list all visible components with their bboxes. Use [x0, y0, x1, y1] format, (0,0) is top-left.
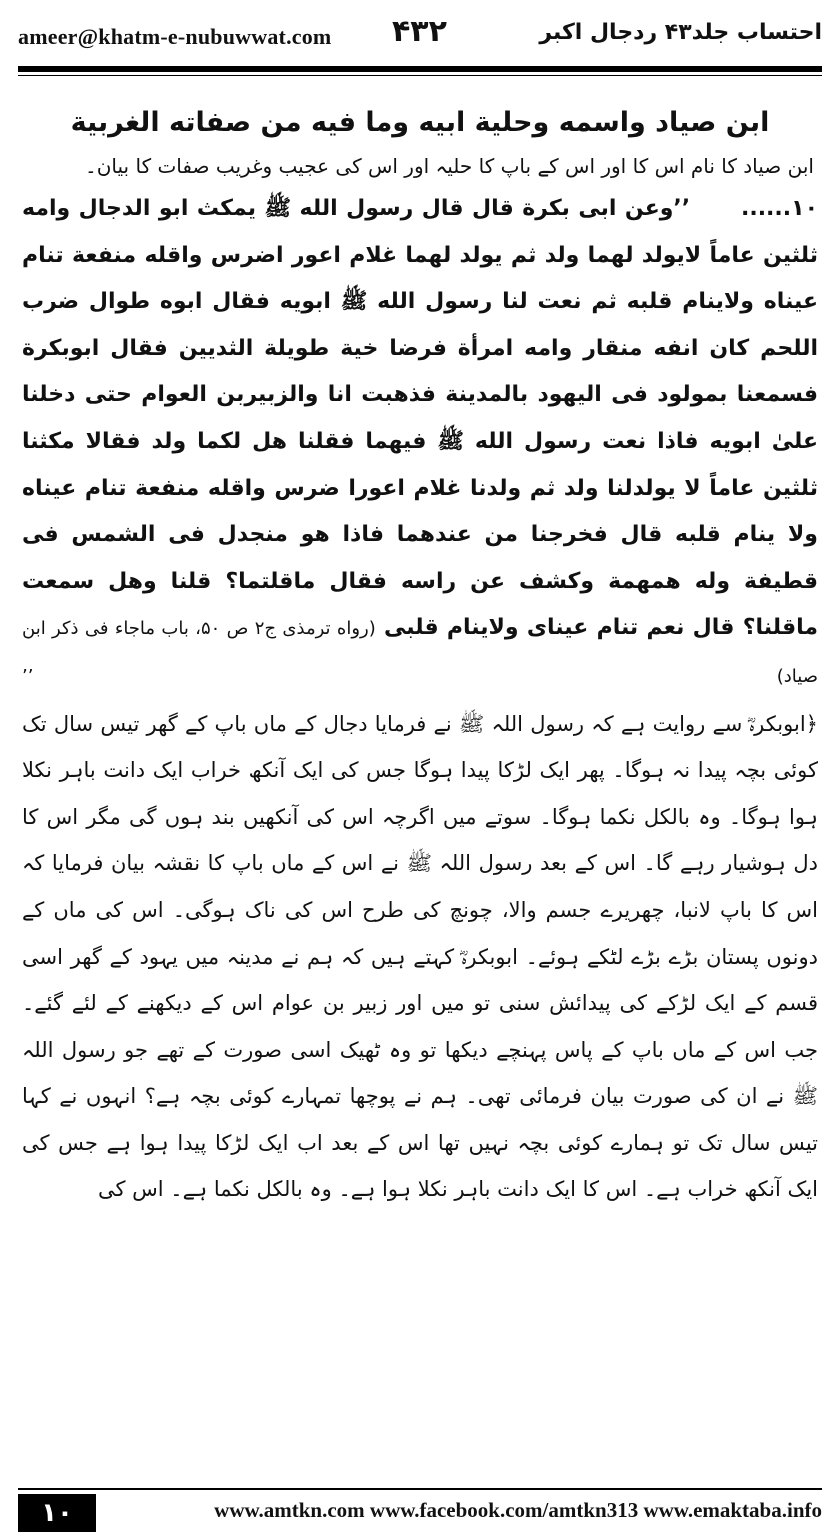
hadith-urdu-translation: ﴿ابوبکرہؓ سے روایت ہے کہ رسول اللہ ﷺ نے فرمایا دجال کے ماں باپ کے گھر تیس سال تک کوئی بچہ پیدا نہ ہوگا۔ پھر ایک لڑکا پیدا ہوگا جس کی ایک آنکھ خراب ایک دانت باہر نکلا ہوا ہوگا۔ وہ بالکل نکما ہوگا۔ سوتے میں اگرچہ اس کی آنکھیں بند ہوں گی مگر اس کا دل ہوشیار رہے گا۔ اس کے بعد رسول اللہ ﷺ نے اس کے ماں باپ کا نقشہ بیان فرمایا کہ اس کا باپ لانبا، چھریرے جسم والا، چونچ کی طرح اس کی ناک ہوگی۔ اس کی ماں کے دونوں پستان بڑے بڑے لٹکے ہوئے۔ ابوبکرہؓ کہتے ہیں کہ ہم نے مدینہ میں یہود کے گھر اسی قسم کے ایک لڑکے کی پیدائش سنی تو میں اور زبیر بن عوام اس کے دیکھنے کے لئے گئے۔ جب اس کے ماں باپ کے پاس پہنچے دیکھا تو وہ ٹھیک اسی صورت کے تھے جو رسول اللہ ﷺ نے ان کی صورت بیان فرمائی تھی۔ ہم نے پوچھا تمہارے کوئی بچہ ہے؟ انہوں نے کہا تیس سال تک تو ہمارے کوئی بچہ نہیں تھا اس کے بعد اب ایک لڑکا پیدا ہوا ہے جس کی ایک آنکھ خراب ہے۔ اس کا ایک دانت باہر نکلا ہوا ہے۔ وہ بالکل نکما ہے۔ اس کی [22, 711, 818, 1202]
header-rule-thin [18, 75, 822, 76]
page-header [18, 14, 822, 62]
page-content [22, 100, 818, 1213]
hadith-reference: (رواه ترمذی ج۲ ص ۵۰، باب ماجاء فى ذكر ابن صياد) ’’ [22, 618, 818, 687]
hadith-arabic-text [22, 186, 818, 701]
footer-website-links: www.amtkn.com www.facebook.com/amtkn313 www.emaktaba.info [214, 1498, 822, 1522]
paragraph-number: ۱۰...... [740, 196, 818, 221]
hadith-arabic-body: ’’وعن ابى بكرة قال قال رسول الله ﷺ يمكث ابو الدجال وامه ثلثين عاماً لايولد لهما ولد ثم يولد لهما غلام اعور اضرس واقله منفعة تنام عيناه ولاينام قلبه ثم نعت لنا رسول الله ﷺ ابويه فقال ابوه طوال ضرب اللحم كان انفه منقار وامه امرأة فرضا خية طويلة الثديين فقال ابوبكرة فسمعنا بمولود فى اليهود بالمدينة فذهبت انا والزبيربن العوام حتى دخلنا علىٰ ابويه فاذا نعت رسول الله ﷺ فيهما فقلنا هل لكما ولد فقالا مكثنا ثلثين عاماً لا يولدلنا ولد ثم ولدنا غلام اعورا ضرس واقله منفعة تنام عيناه ولا ينام قلبه قال فخرجنا من عندهما فاذا هو منجدل فى الشمس فى قطيفة وله همهمة وكشف عن راسه فقال ماقلتما؟ قلنا وهل سمعت ماقلنا؟ قال نعم تنام عيناى ولاينام قلبى [22, 196, 818, 641]
urdu-subheading: ابن صیاد کا نام اس کا اور اس کے باپ کا حلیہ اور اس کی عجیب وغریب صفات کا بیان۔ [85, 154, 814, 178]
footer-volume-number: ۱۰ [18, 1494, 96, 1532]
header-page-number: ۴۳۲ [392, 14, 447, 49]
header-email: ameer@khatm-e-nubuwwat.com [18, 24, 332, 49]
arabic-heading: ابن صياد واسمه وحلية ابيه وما فيه من صفاته الغربية [70, 107, 770, 138]
page-footer [18, 1488, 822, 1532]
header-book-title: احتساب جلد۴۳ ردجال اکبر [539, 20, 822, 45]
footer-rule [18, 1488, 822, 1490]
header-rule [18, 66, 822, 72]
